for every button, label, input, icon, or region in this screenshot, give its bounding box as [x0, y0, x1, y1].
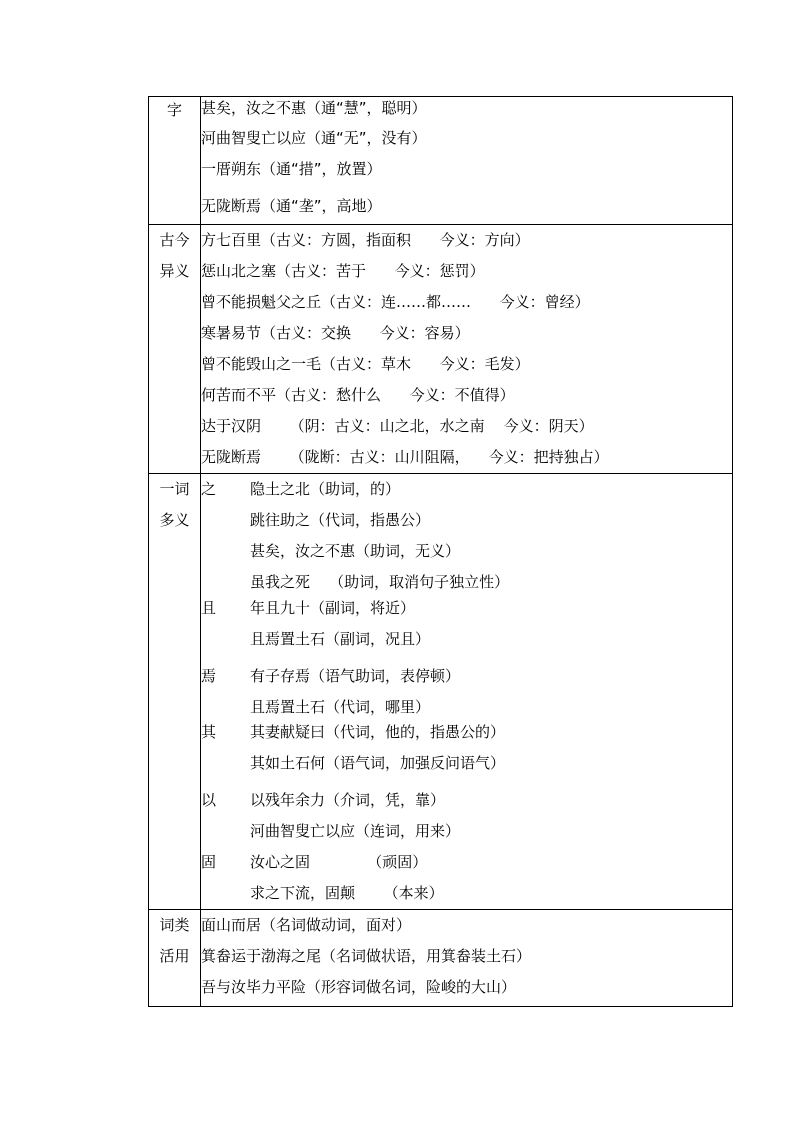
- gujin-line: 惩山北之塞（古义：苦于 今义：惩罚）: [201, 262, 485, 280]
- cilei-line: 箕畚运于渤海之尾（名词做状语，用箕畚装土石）: [201, 947, 532, 965]
- yici-item: 虽我之死 （助词，取消句子独立性）: [250, 573, 510, 591]
- yici-item: 隐土之北（助词，的）: [250, 480, 401, 498]
- yici-item: 其如土石何（语气词，加强反问语气）: [250, 754, 506, 772]
- yici-group-yi: [201, 785, 732, 847]
- yici-word: 其: [201, 723, 217, 741]
- yici-item: 跳往助之（代词，指愚公）: [250, 511, 431, 529]
- category-gujin: 古今 异义: [149, 225, 201, 474]
- yici-item: 以残年余力（介词，凭，靠）: [250, 791, 446, 809]
- tongjia-line: 无陇断焉（通“垄”，高地）: [201, 197, 382, 215]
- row-tongjia: [149, 97, 733, 225]
- yici-group-qie: [201, 593, 732, 655]
- category-tongjia: 字: [149, 97, 201, 225]
- yici-item: 汝心之固 （顽固）: [250, 853, 428, 871]
- yici-group-qi: [201, 717, 732, 779]
- yici-word: 以: [201, 791, 217, 809]
- classical-notes-table: [148, 96, 733, 1007]
- yici-group-yan: [201, 661, 732, 723]
- gujin-line: 达于汉阴 （阴：古义：山之北，水之南 今义：阴天）: [201, 417, 594, 435]
- tongjia-line: 河曲智叟亡以应（通“无”，没有）: [201, 129, 427, 147]
- gujin-line: 曾不能损魁父之丘（古义：连……都…… 今义：曾经）: [201, 293, 590, 311]
- tongjia-line: 甚矣，汝之不惠（通“慧”，聪明）: [201, 99, 427, 117]
- yici-word: 且: [201, 599, 217, 617]
- tongjia-line: 一厝朔东（通“措”，放置）: [201, 160, 382, 178]
- yici-item: 有子存焉（语气助词，表停顿）: [250, 667, 461, 685]
- category-yici: 一词 多义: [149, 474, 201, 910]
- content-cilei: [201, 910, 733, 1007]
- row-cilei: [149, 910, 733, 1007]
- gujin-line: 寒暑易节（古义：交换 今义：容易）: [201, 324, 470, 342]
- yici-item: 其妻献疑曰（代词，他的，指愚公的）: [250, 723, 506, 741]
- yici-item: 且焉置土石（副词，况且）: [250, 630, 431, 648]
- yici-word: 固: [201, 853, 217, 871]
- gujin-line: 曾不能毁山之一毛（古义：草木 今义：毛发）: [201, 355, 530, 373]
- yici-word: 焉: [201, 667, 217, 685]
- yici-group-zhi: [201, 474, 732, 593]
- yici-item: 求之下流，固颠 （本来）: [250, 884, 444, 902]
- cilei-line: 吾与汝毕力平险（形容词做名词，险峻的大山）: [201, 978, 517, 996]
- yici-group-gu: [201, 847, 732, 909]
- content-gujin: [201, 225, 733, 474]
- gujin-line: 方七百里（古义：方圆，指面积 今义：方向）: [201, 231, 530, 249]
- gujin-line: 无陇断焉 （陇断：古义：山川阻隔， 今义：把持独占）: [201, 448, 609, 466]
- category-cilei: 词类 活用: [149, 910, 201, 1007]
- yici-item: 年且九十（副词，将近）: [250, 599, 416, 617]
- cilei-line: 面山而居（名词做动词，面对）: [201, 916, 412, 934]
- content-yici: [201, 474, 733, 910]
- yici-item: 甚矣，汝之不惠（助词，无义）: [250, 542, 461, 560]
- gujin-line: 何苦而不平（古义：愁什么 今义：不值得）: [201, 386, 515, 404]
- content-tongjia: [201, 97, 733, 225]
- row-yici: [149, 474, 733, 910]
- yici-item: 河曲智叟亡以应（连词，用来）: [250, 822, 461, 840]
- row-gujin: [149, 225, 733, 474]
- yici-item: 且焉置土石（代词，哪里）: [250, 698, 431, 716]
- yici-word: 之: [201, 480, 217, 498]
